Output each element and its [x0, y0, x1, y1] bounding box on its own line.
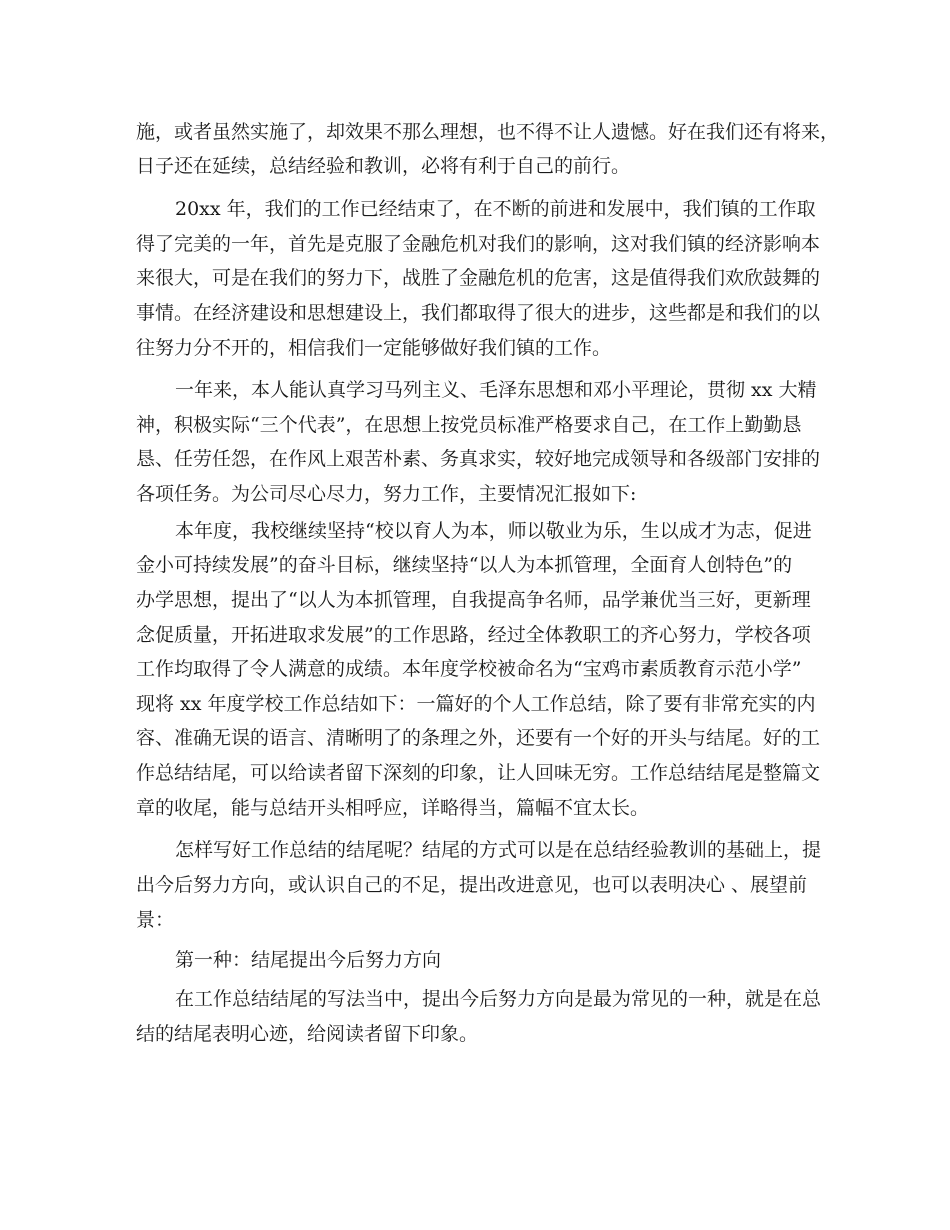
text-line: 念促质量，开拓进取求发展”的工作思路，经过全体教职工的齐心努力，学校各项	[136, 624, 811, 646]
text-line: 日子还在延续，总结经验和教训，必将有利于自己的前行。	[136, 155, 631, 177]
text-line: 金小可持续发展”的奋斗目标，继续坚持“以人为本抓管理，全面育人创特色”的	[136, 554, 793, 576]
section-heading: 第一种：结尾提出今后努力方向	[175, 949, 442, 971]
text-line: 怎样写好工作总结的结尾呢？结尾的方式可以是在总结经验教训的基础上，提	[175, 839, 822, 861]
text-line: 在工作总结结尾的写法当中，提出今后努力方向是最为常见的一种，就是在总	[175, 988, 822, 1010]
text-line: 工作均取得了令人满意的成绩。本年度学校被命名为“宝鸡市素质教育示范小学”	[136, 658, 802, 680]
text-line: 各项任务。为公司尽心尽力，努力工作，主要情况汇报如下:	[136, 483, 637, 505]
text-line: 来很大，可是在我们的努力下，战胜了金融危机的危害，这是值得我们欢欣鼓舞的	[136, 267, 821, 289]
text-line: 出今后努力方向，或认识自己的不足，提出改进意见，也可以表明决心 、展望前	[136, 874, 808, 896]
text-line: 恳、任劳任怨，在作风上艰苦朴素、务真求实，较好地完成领导和各级部门安排的	[136, 448, 821, 470]
text-line: 得了完美的一年，首先是克服了金融危机对我们的影响，这对我们镇的经济影响本	[136, 233, 821, 255]
text-line: 作总结结尾，可以给读者留下深刻的印象，让人回味无穷。工作总结结尾是整篇文	[136, 762, 821, 784]
text-line: 现将 xx 年度学校工作总结如下：一篇好的个人工作总结，除了要有非常充实的内	[136, 693, 816, 715]
text-line: 本年度，我校继续坚持“校以育人为本，师以敬业为乐，生以成才为志，促进	[175, 520, 812, 542]
text-line: 一年来，本人能认真学习马列主义、毛泽东思想和邓小平理论，贯彻 xx 大精	[175, 379, 817, 401]
text-line: 事情。在经济建设和思想建设上，我们都取得了很大的进步，这些都是和我们的以	[136, 302, 821, 324]
text-line: 结的结尾表明心迹，给阅读者留下印象。	[136, 1023, 479, 1045]
text-line: 办学思想，提出了“以人为本抓管理，自我提高争名师，品学兼优当三好，更新理	[136, 589, 811, 611]
text-line: 章的收尾，能与总结开头相呼应，详略得当，篇幅不宜太长。	[136, 797, 650, 819]
text-line: 往努力分不开的，相信我们一定能够做好我们镇的工作。	[136, 337, 612, 359]
text-line: 神，积极实际“三个代表”，在思想上按党员标准严格要求自己，在工作上勤勤恳	[136, 414, 802, 436]
text-line: 20xx 年，我们的工作已经结束了，在不断的前进和发展中，我们镇的工作取	[175, 198, 816, 220]
text-line: 容、准确无误的语言、清晰明了的条理之外，还要有一个好的开头与结尾。好的工	[136, 727, 821, 749]
text-line: 景：	[136, 909, 175, 931]
text-line: 施，或者虽然实施了，却效果不那么理想，也不得不让人遗憾。好在我们还有将来，	[136, 121, 840, 143]
